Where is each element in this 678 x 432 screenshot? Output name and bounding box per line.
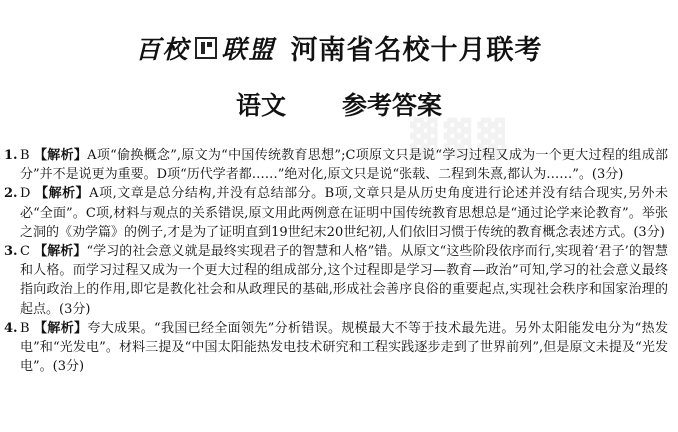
answer-number: 4. [4, 320, 18, 336]
answer-item-3 [4, 242, 668, 319]
answer-item-4 [4, 319, 668, 377]
faint-watermark: ▓▓▓ [410, 118, 512, 160]
analysis-tag: 【解析】 [34, 320, 88, 336]
answer-number: 2. [4, 186, 18, 202]
answer-choice: B [20, 148, 30, 163]
exam-title: 河南省名校十月联考 [290, 35, 543, 66]
answer-item-2 [4, 184, 668, 242]
answer-choice: B [20, 320, 30, 336]
answer-number: 1. [4, 148, 18, 163]
answer-list [4, 146, 668, 376]
analysis-text: A项,文章是总分结构,并没有总结部分。B项,文章只是从历史角度进行论述并没有结合现实,另外未必“全面”。C项,材料与观点的关系错误,原文用此两例意在证明中国传统教育思想总是“通过论学来论教育”。举张之洞的《劝学篇》的例子,才是为了证明直到19世纪末20世纪初,人们依旧习惯于传统的教育概念表述方式。(3分) [20, 186, 668, 240]
brand-logo-text: 百校 [135, 34, 190, 64]
answer-subtitle [0, 86, 678, 122]
answer-item-1 [4, 146, 668, 184]
analysis-text: 夸大成果。“我国已经全面领先”分析错误。规模最大不等于技术最先进。另外太阳能发电分为“热发电”和“光发电”。材料三提及“中国太阳能热发电技术研究和工程实践逐步走到了世界前列”,但是原文未提及“光发电”。(3分) [20, 320, 668, 375]
brand-seal-icon [195, 37, 217, 59]
subject-label: 语文 [235, 91, 286, 120]
answer-choice: C [20, 244, 30, 260]
answer-key-label: 参考答案 [342, 91, 443, 120]
answer-choice: D [20, 186, 31, 202]
analysis-text: “学习的社会意义就是最终实现君子的智慧和人格”错。从原文“这些阶段依序而行,实现着‘君子’的智慧和人格。而学习过程又成为一个更大过程的组成部分,这个过程即是学习—教育—政治”可知,学习的社会意义最终指向政治上的作用,即它是教化社会和从政理民的基础,形成社会善序良俗的重要起点,实现社会秩序和国家治理的起点。(3分) [20, 244, 668, 317]
exam-header [0, 28, 678, 67]
analysis-text: A项“偷换概念”,原文为“中国传统教育思想”;C项原文只是说“学习过程又成为一个更大过程的组成部分”并不是说更为重要。D项“历代学者都……”绝对化,原文只是说“张载、二程到朱熹,都认为……”。(3分) [20, 148, 669, 183]
analysis-tag: 【解析】 [35, 186, 90, 202]
analysis-tag: 【解析】 [34, 148, 88, 163]
analysis-tag: 【解析】 [34, 244, 87, 260]
answer-number: 3. [4, 244, 18, 260]
brand-logo-text-2: 联盟 [221, 34, 276, 64]
